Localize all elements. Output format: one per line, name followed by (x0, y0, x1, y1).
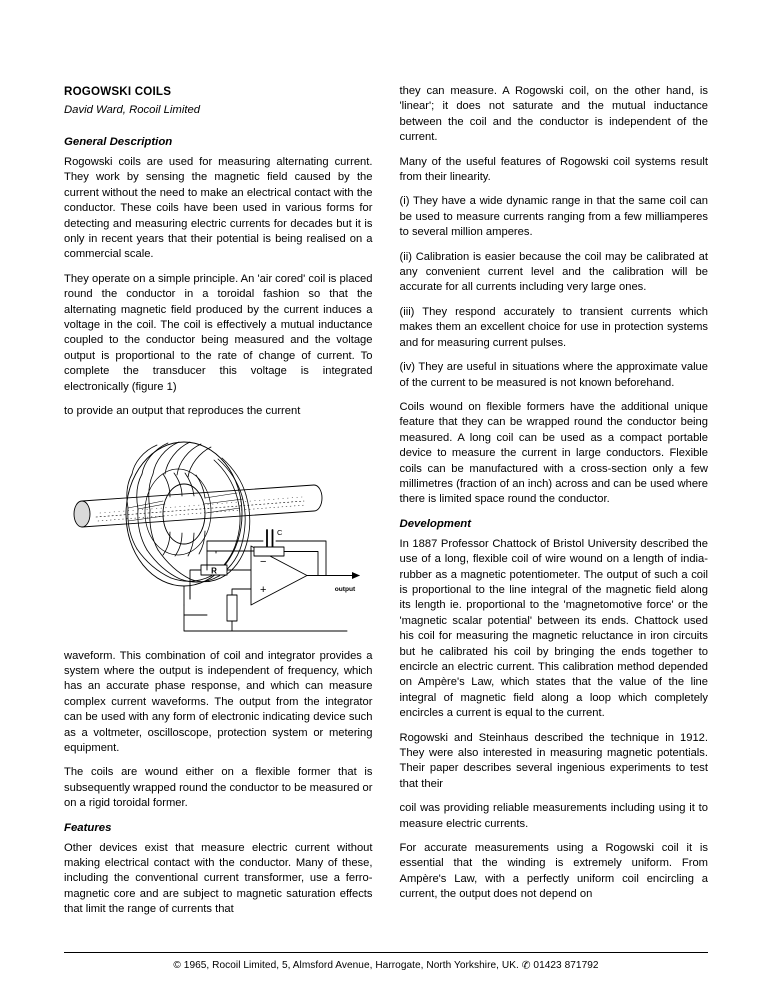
footer-address: 1965, Rocoil Limited, 5, Almsford Avenue, Harrogate, North Yorkshire, UK. (183, 960, 519, 971)
paragraph: Coils wound on flexible formers have the additional unique feature that they can be wrapped round the conductor being measured. A long coil can be used as a compact portable device to measure the current in large conductors. Flexible coils can be manufactured with a cross-section only a few millimetres (fraction of an inch) across and can be used where there is limited space round the conductor. (399, 400, 708, 506)
paragraph: Many of the useful features of Rogowski coil systems result from their linearity. (399, 155, 708, 184)
paragraph: For accurate measurements using a Rogowski coil it is essential that the winding is extremely uniform. From Ampère's Law, with a perfectly uniform coil encircling a current, the output does not depend on (399, 842, 708, 901)
figure-rogowski-coil-and-integrator (64, 429, 373, 641)
footer-phone-number: 01423 871792 (533, 960, 599, 971)
figure-drawing (64, 429, 382, 641)
list-item-iii: (iii) They respond accurately to transient currents which makes them an excellent choice for use in protection systems and for measuring current pulses. (399, 305, 708, 349)
section-heading-features: Features (64, 821, 112, 834)
section-heading-development: Development (399, 517, 472, 530)
two-column-body (64, 84, 708, 920)
telephone-icon: ✆ (521, 959, 531, 972)
list-item-iv: (iv) They are useful in situations where the approximate value of the current to be measured is not known beforehand. (399, 361, 708, 389)
page-title: ROGOWSKI COILS (64, 85, 172, 98)
capacitor-label: C (277, 527, 283, 537)
footer-divider (64, 952, 708, 953)
paragraph: Rogowski coils are used for measuring alternating current. They work by sensing the magnetic field caused by the current without the need to make an electrical contact with the conductor. These coils have been used in various forms for detecting and measuring electric currents for decades but it is only in recent years that their potential is being realised on a commercial scale. (64, 156, 373, 261)
output-label: output (334, 585, 356, 593)
paragraph: In 1887 Professor Chattock of Bristol University described the use of a long, flexible coil of wire wound on a length of india-rubber as a magnetic potentiometer. The output of such a coil is proportional to the line integral of the magnetic field along its length ie. proportional to the 'magnetomotive force' or the 'magnetic scalar potential' between its ends. Chattock used his coil for measuring the magnetic reluctance in iron circuits but he calibrated his coil by bringing the ends together to encircle an electric current. This calibration method depended on Ampère's Law, which states that the value of the line integral of magnetic field along a loop which completely encircles a current is equal to the current. (399, 537, 708, 720)
opamp-inverting-label: − (260, 555, 267, 568)
paragraph: Other devices exist that measure electric current without making electrical contact with the conductor. Many of these, including the conventional current transformer, use a ferro-magnetic core and are subject to magnetic saturation effects that limit the range of currents that (64, 841, 373, 916)
resistor-label: R (211, 566, 217, 575)
author-byline: David Ward, Rocoil Limited (64, 104, 201, 116)
page-footer (64, 952, 708, 972)
footer-copyright-line (64, 959, 708, 972)
section-heading-general-description: General Description (64, 136, 173, 148)
paragraph: They operate on a simple principle. An 'air cored' coil is placed round the conductor in a toroidal fashion so that the alternating magnetic field produced by the current induces a voltage in the coil. The coil is effectively a mutual inductance coupled to the conductor being measured and the voltage output is proportional to the rate of change of current. To complete the transducer this voltage is integrated electronically (figure 1) (64, 272, 373, 393)
paragraph: Rogowski and Steinhaus described the technique in 1912. They were also interested in measuring magnetic potentials. Their paper describes several ingenious experiments to test that their (399, 731, 708, 790)
paragraph: they can measure. A Rogowski coil, on the other hand, is 'linear'; it does not saturate and the mutual inductance between the coil and the conductor is independent of the current. (399, 85, 708, 144)
paragraph: waveform. This combination of coil and integrator provides a system where the output is independent of frequency, which has an accurate phase response, and which can measure complex current waveforms. The output from the integrator can be used with any form of electronic indicating device such as a voltmeter, oscilloscope, protection system or metering equipment. (64, 649, 373, 754)
feedback-resistor-symbol (254, 547, 284, 556)
coil-leads (184, 586, 190, 605)
paragraph: The coils are wound either on a flexible former that is subsequently wrapped round the conductor to be measured or on a rigid toroidal former. (64, 766, 373, 810)
paragraph: to provide an output that reproduces the current (64, 405, 301, 418)
copyright-icon: © (173, 960, 181, 971)
output-arrowhead (352, 572, 360, 579)
ground-resistor-symbol (227, 595, 237, 621)
integrator-circuit (184, 528, 360, 631)
list-item-ii: (ii) Calibration is easier because the coil may be calibrated at any convenient current level and the calibration will be accurate for all currents including very large ones. (399, 250, 708, 294)
opamp-noninverting-label: + (260, 583, 267, 596)
list-item-i: (i) They have a wide dynamic range in that the same coil can be used to measure currents ranging from a few milliamperes to several million amperes. (399, 195, 708, 239)
paragraph: coil was providing reliable measurements including using it to measure electric currents. (399, 802, 708, 830)
